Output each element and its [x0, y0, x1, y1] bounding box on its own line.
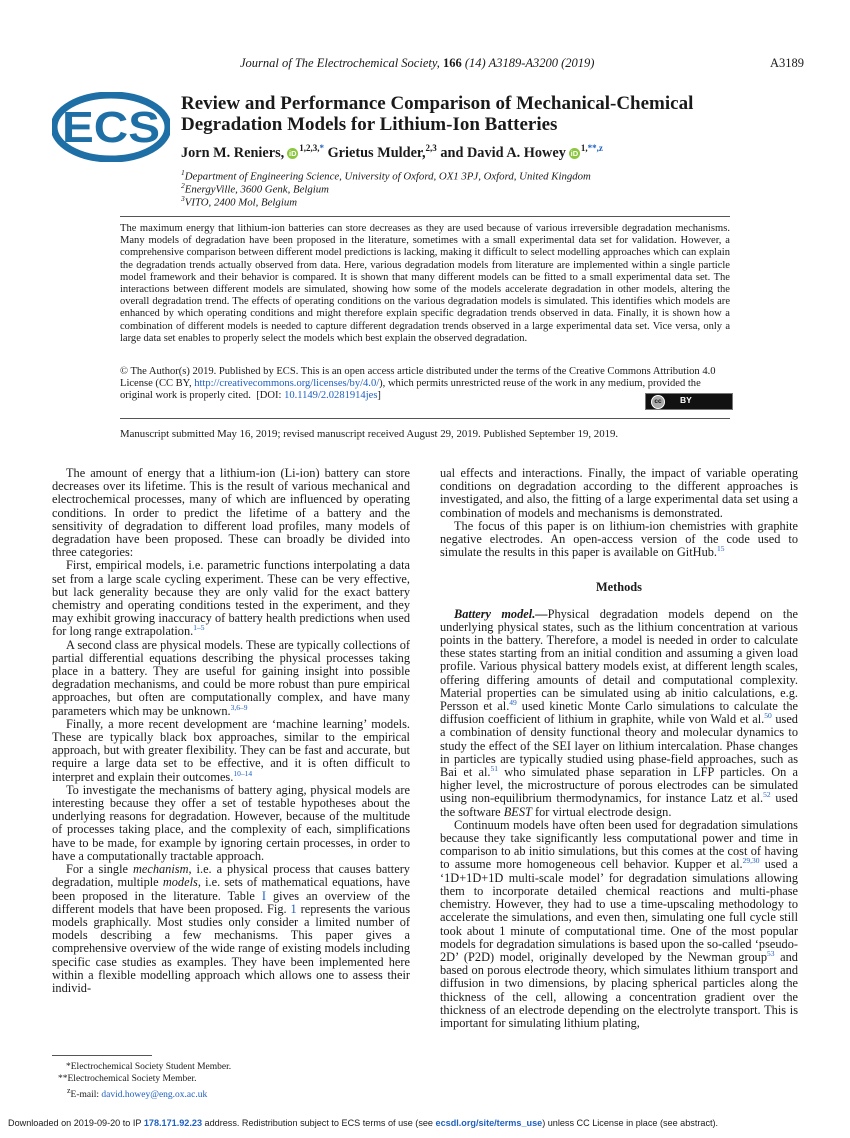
- footnote-student-member: *Electrochemical Society Student Member.: [66, 1062, 232, 1072]
- doi-link[interactable]: 10.1149/2.0281914jes: [284, 390, 378, 402]
- divider: [120, 216, 730, 217]
- citation-ref[interactable]: 29,30: [742, 856, 760, 866]
- citation-ref[interactable]: 51: [490, 763, 498, 773]
- citation-ref[interactable]: 53: [767, 948, 775, 958]
- manuscript-dates: Manuscript submitted May 16, 2019; revised manuscript received August 29, 2019. Published September 19, 2019.: [120, 428, 619, 440]
- page-number: A3189: [769, 56, 804, 70]
- paragraph: A second class are physical models. These are typically collections of partial differential equations describing the physical processes taking place in a battery. They are useful for gaining insight into possible degradation mechanisms, and could be more robust than pure empirical approaches, but often are computationally complex, and have many parameters which may be unknown.$^{3,6-9}$: [52, 637, 410, 718]
- footnote-email: $^z$E-mail: david.howey@eng.ox.ac.uk: [67, 1086, 208, 1101]
- email-link[interactable]: david.howey@eng.ox.ac.uk: [101, 1090, 208, 1101]
- paragraph: For a single mechanism, i.e. a physical process that causes battery degradation, multiple models, i.e. sets of mathematical equations, have been proposed in the literature. Table I gives an overview of the different models that have been proposed. Fig. 1 represents the various models graphically. Most studies only consider a limited number of models describing a few mechanisms. This paper gives a comprehensive overview of the wide range of existing models including specific case studies as examples. They have been implemented here within a flexible modelling approach which allows one to assess their individ-: [52, 862, 410, 995]
- cc-icon: cc: [651, 395, 665, 409]
- ecs-logo-text: ECS: [62, 103, 160, 152]
- citation-ref[interactable]: 15: [717, 544, 725, 554]
- footnote-member: **Electrochemical Society Member.: [58, 1074, 197, 1084]
- subsection-heading: Battery model.—: [454, 606, 548, 621]
- footnotes: [58, 1061, 358, 1101]
- paragraph: The focus of this paper is on lithium-ion chemistries with graphite negative electrodes. An open-access version of the code used to simulate the results in this paper is available on GitHub.$^{15}$: [440, 518, 798, 560]
- author-reniers: Jorn M. Reniers,: [181, 144, 285, 161]
- affiliation-3: $^3$VITO, 2400 Mol, Belgium: [181, 194, 298, 209]
- paragraph: Continuum models have often been used for degradation simulations because they take significantly less computational power and time in comparison to ab initio simulations, but this comes at the cost of having to assume more homogeneous cell behavior. Kupper et al.$^{29,30}$ used a ‘1D+1D+1D multi-scale model’ for degradation simulations allowing them to incorporate detailed chemical reactions and multi-phase chemistry. However, they had to use a time-upscaling methodology to accelerate the simulations, and even then, simulating one full cycle still took about 1 minute of computational time. One of the most popular models for degradation simulations is based upon the so-called ‘pseudo-2D’ (P2D) model, originally developed by the Newman group$^{53}$ and based on porous electrode theory, which simulates lithium transport and diffusion in two dimensions, by placing spherical particles along the thickness of the cell, allowing a concentration gradient over the thickness of an electrode depending on the electrolyte transport. This is important for simulating lithium plating,: [440, 817, 798, 1030]
- abstract: [120, 223, 730, 345]
- paragraph: The amount of energy that a lithium-ion (Li-ion) battery can store decreases over its lifetime. This is the result of various mechanical and electrochemical processes, many of which are influenced by operating conditions. In order to predict the lifetime of a battery and the sensitivity of degradation to different load profiles, many models of degradation have been proposed. These can broadly be divided into three categories:: [52, 466, 410, 560]
- journal-citation: Journal of The Electrochemical Society, 166 (14) A3189-A3200 (2019): [240, 56, 595, 70]
- paragraph: First, empirical models, i.e. parametric functions interpolating a data set from a large scale cycling experiment. These can be very effective, but lack generality because they are only valid for the exact battery chemistry and operating conditions tested in the experiment, and they may exhibit growing inaccuracy of battery health predictions when used for long range extrapolation.$^{1-5}$: [52, 558, 410, 639]
- affiliation-2: $^2$EnergyVille, 3600 Genk, Belgium: [181, 181, 329, 196]
- terms-link[interactable]: ecsdl.org/site/terms_use: [435, 1118, 543, 1128]
- table-ref[interactable]: I: [261, 888, 266, 903]
- section-heading-methods: Methods: [596, 580, 642, 595]
- figure-ref[interactable]: 1: [290, 901, 297, 916]
- orcid-icon[interactable]: iD: [570, 148, 579, 158]
- cc-by-badge[interactable]: [645, 393, 733, 410]
- copyright-notice: © The Author(s) 2019. Published by ECS. This is an open access article distributed under the terms of the Creative Commons Attribution 4.0 License (CC BY, http://creativecommons.org/licenses/by/4.0/), which permits unrestricted reuse of the work in any medium, provided the original work is properly cited. [DOI: 10.1149/2.0281914jes]: [120, 366, 716, 402]
- orcid-icon[interactable]: iD: [288, 148, 297, 158]
- download-notice: Downloaded on 2019-09-20 to IP 178.171.92.23 address. Redistribution subject to ECS terms of use (see ecsdl.org/site/terms_use) unless CC License in place (see abstract).: [8, 1118, 719, 1128]
- abstract-text: The maximum energy that lithium-ion batteries can store decreases as they are used because of various irreversible degradation mechanisms. Many models of degradation have been proposed in the literature, sometimes with a small experimental data set for validation. However, a comprehensive comparison between different model predictions is lacking, making it difficult to select modelling approaches which can explain the degradation trends actually observed from data. Here, various degradation models from literature are implemented within a single particle model framework and their behavior is compared. It is shown that many different models can be fitted to a small experimental data set. The interactions between different models are simulated, showing how some of the models accelerate degradation in other models, altering the overall degradation trend. The effects of operating conditions on the various degradation models is simulated. This identifies which models are enhanced by which operating conditions and might therefore explain specific degradation trends observed in data. Finally, it is shown how a combination of different models is needed to capture different degradation trends observed in a large experimental data set. Vice versa, only a large data set enables to properly select the models which best explain the observed degradation.: [120, 223, 730, 344]
- citation-ref[interactable]: 52: [763, 790, 771, 800]
- ip-link[interactable]: 178.171.92.23: [143, 1118, 202, 1128]
- paragraph: ual effects and interactions. Finally, the impact of variable operating conditions on degradation according to the different approaches is investigated, and also, the fitting of a large experimental data set using a combination of models and mechanisms is demonstrated.: [440, 466, 798, 520]
- citation-ref[interactable]: 49: [509, 697, 517, 707]
- citation-ref[interactable]: 50: [764, 711, 772, 721]
- article-title: Review and Performance Comparison of Mechanical-Chemical Degradation Models for Lithium-Ion Batteries: [181, 93, 694, 135]
- divider: [120, 418, 730, 419]
- author-line: Jorn M. Reniers, $iD^{1,2,3,*}$ Grietus Mulder,$^{2,3}$ and David A. Howey $iD^{1,**,z}$: [181, 143, 603, 161]
- author-mulder: Grietus Mulder,: [327, 144, 426, 161]
- paragraph: To investigate the mechanisms of battery aging, physical models are interesting because they offer a set of testable hypotheses about the underlying reasons for degradation. However, because of the multitude of processes taking place, and the complexity of each, simplifications have to be made, for example by ignoring certain processes, in order to have a computationally tractable approach.: [52, 782, 410, 863]
- citation-ref[interactable]: 3,6–9: [230, 702, 248, 712]
- left-column: [52, 467, 410, 995]
- paragraph: Finally, a more recent development are ‘machine learning’ models. These are typically black box approaches, similar to the empirical approach, but with greater flexibility. They can be fast and accurate, but require a large data set to be effective, and it is often difficult to interpret and explain their outcomes.$^{10-14}$: [52, 716, 410, 784]
- license-link[interactable]: http://creativecommons.org/licenses/by/4.0/: [194, 378, 380, 390]
- author-howey: and David A. Howey: [440, 144, 566, 161]
- affiliation-1: $^1$Department of Engineering Science, University of Oxford, OX1 3PJ, Oxford, United Kingdom: [181, 168, 591, 183]
- paragraph: Battery model.—Physical degradation models depend on the underlying physical states, such as the lithium concentration at various points in the battery. Therefore, a model is needed in order to calculate these states starting from an initial condition and assuming a given load profile. Various physical battery models exist, at different length scales, offering differing amounts of detail and computational complexity. Material properties can be simulated using ab initio calculations, e.g. Persson et al.$^{49}$ used kinetic Monte Carlo simulations to calculate the diffusion coefficient of lithium in graphite, while von Wald et al.$^{50}$ used a combination of density functional theory and molecular dynamics to study the effect of the SEI layer on lithium intercalation. Phase changes in particles are typically studied using phase-field approaches, such as Bai et al.$^{51}$ who simulated phase separation in LFP particles. On a higher level, the microstructure of porous electrodes can be simulated using non-equilibrium thermodynamics, for instance Latz et al.$^{52}$ used the software BEST for virtual electrode design.: [440, 606, 798, 819]
- citation-ref[interactable]: 1–5: [193, 623, 205, 633]
- by-label: BY: [680, 395, 692, 405]
- footnote-divider: [52, 1055, 152, 1056]
- ecs-logo: [52, 92, 170, 162]
- right-column: [440, 467, 798, 1030]
- citation-ref[interactable]: 10–14: [233, 768, 253, 778]
